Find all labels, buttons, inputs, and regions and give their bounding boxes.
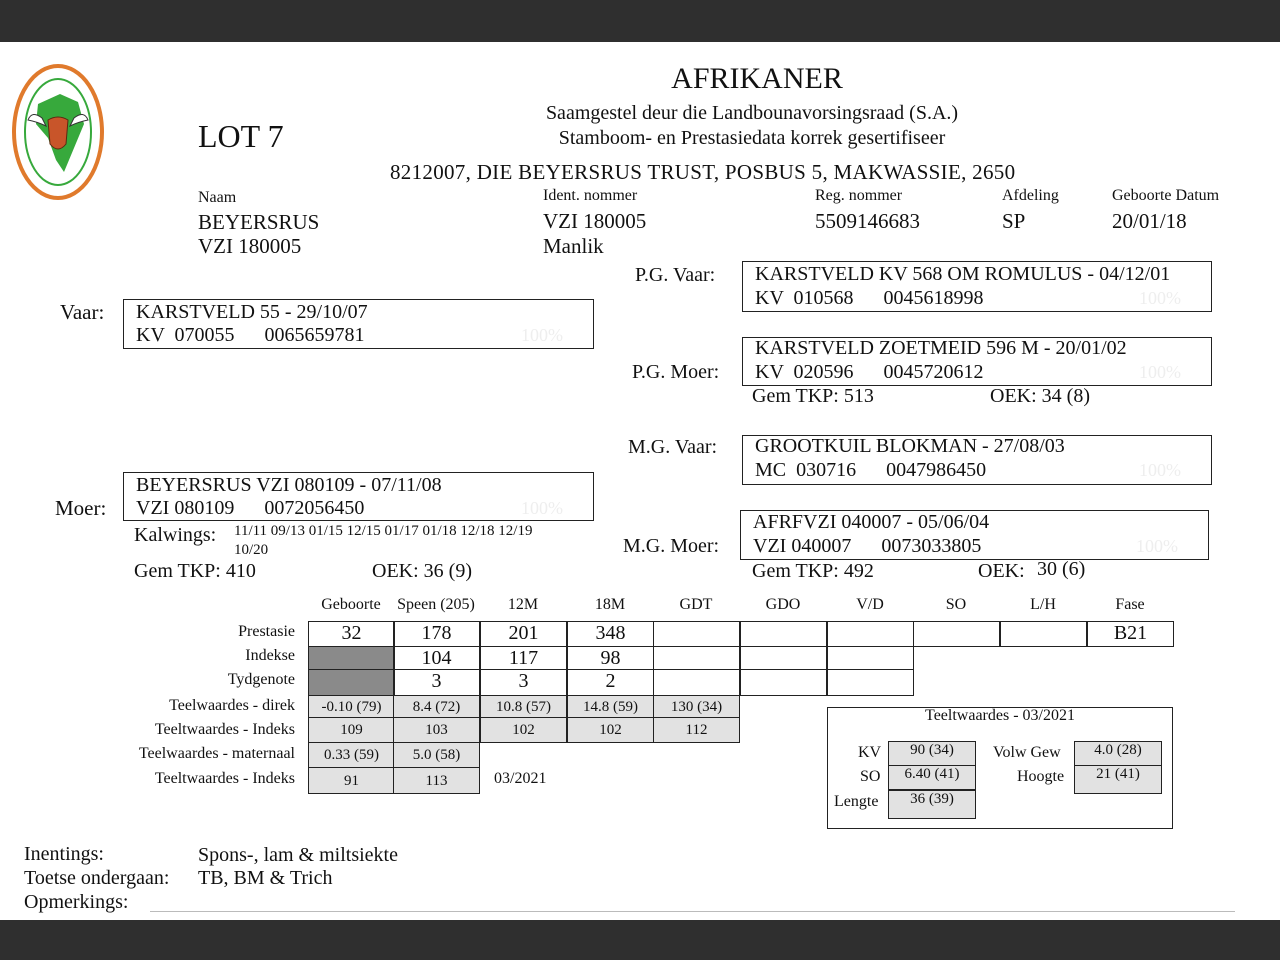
- pgs-line-1: KARSTVELD KV 568 OM ROMULUS - 04/12/01: [755, 263, 1171, 285]
- animal-ident: VZI 180005: [543, 209, 647, 233]
- perf-cell: 91: [308, 767, 395, 794]
- perf-cell: 32: [308, 621, 395, 647]
- perf-row-label: Indekse: [245, 647, 295, 664]
- perf-cell: [1000, 621, 1087, 647]
- mgd-oek-value: 30 (6): [1037, 558, 1086, 580]
- animal-afdeling: SP: [1002, 209, 1026, 233]
- footer-divider: [150, 911, 1235, 912]
- pgs-box: [742, 261, 1212, 312]
- toetse-label: Toetse ondergaan:: [24, 867, 170, 889]
- perf-cell: [308, 669, 395, 696]
- animal-name: BEYERSRUS: [198, 210, 320, 234]
- perf-row-label: Teelwaardes - maternaal: [138, 745, 295, 762]
- perf-cell: 3: [393, 669, 480, 696]
- mgs-box: [742, 435, 1212, 485]
- pgd-oek: OEK: 34 (8): [990, 385, 1090, 407]
- perf-cell: 103: [393, 717, 480, 743]
- dam-label: Moer:: [55, 496, 107, 520]
- perf-cell: [740, 669, 827, 696]
- perf-cell: 113: [393, 767, 480, 794]
- perf-cell: [740, 621, 827, 647]
- sire-label: Vaar:: [60, 300, 105, 324]
- perf-col-header: 12M: [507, 596, 539, 613]
- sire-line-2: KV 070055 0065659781: [136, 324, 365, 346]
- dam-pct: 100%: [521, 498, 563, 518]
- perf-cell: [827, 646, 914, 670]
- mgd-line-2: VZI 040007 0073033805: [753, 535, 982, 557]
- perf-row-label: Tydgenote: [227, 671, 295, 688]
- perf-cell: B21: [1087, 621, 1174, 647]
- pgd-pct: 100%: [1139, 362, 1181, 382]
- mgs-pct: 100%: [1139, 460, 1181, 480]
- perf-cell: 112: [653, 717, 740, 743]
- dam-box: [123, 472, 594, 521]
- kalwings-label: Kalwings:: [134, 524, 217, 546]
- tw-so-label: SO: [860, 768, 881, 785]
- perf-cell: -0.10 (79): [308, 695, 395, 718]
- lot-number: LOT 7: [198, 118, 284, 154]
- tw-so-value: 6.40 (41): [888, 765, 976, 790]
- mgd-oek: OEK:: [978, 560, 1025, 582]
- dam-tkp: Gem TKP: 410: [134, 560, 256, 582]
- pgd-line-1: KARSTVELD ZOETMEID 596 M - 20/01/02: [755, 337, 1127, 359]
- kalwings-dates: 11/11 09/13 01/15 12/15 01/17 01/18 12/18 12/19: [234, 523, 533, 539]
- perf-cell: 117: [480, 646, 567, 670]
- perf-col-header: V/D: [856, 596, 884, 613]
- tw-lengte-label: Lengte: [834, 793, 879, 810]
- animal-sex: Manlik: [543, 234, 604, 258]
- tw-kv-label: KV: [858, 744, 882, 761]
- birth-label: Geboorte Datum: [1112, 187, 1220, 204]
- animal-name-code: VZI 180005: [198, 234, 302, 258]
- perf-cell: 8.4 (72): [393, 695, 480, 718]
- perf-row-label: Teeltwaardes - Indeks: [154, 721, 295, 738]
- tw-hoogte-value: 21 (41): [1074, 765, 1162, 794]
- header-line-1: Saamgestel deur die Landbounavorsingsraad (S.A.): [545, 102, 959, 124]
- perf-cell: [308, 646, 395, 670]
- perf-cell: [827, 621, 914, 647]
- mgd-pct: 100%: [1136, 536, 1178, 556]
- perf-cell: 98: [567, 646, 654, 670]
- tw-box-title: Teeltwaardes - 03/2021: [925, 707, 1075, 724]
- perf-col-header: GDT: [679, 596, 713, 613]
- dam-line-1: BEYERSRUS VZI 080109 - 07/11/08: [136, 474, 442, 496]
- tw-lengte-value: 36 (39): [888, 790, 976, 819]
- ident-label: Ident. nommer: [543, 187, 638, 204]
- dam-oek: OEK: 36 (9): [372, 560, 472, 582]
- tw-volw-value: 4.0 (28): [1074, 741, 1162, 766]
- header-line-2: Stamboom- en Prestasiedata korrek gesertifiseer: [558, 127, 946, 149]
- sire-line-1: KARSTVELD 55 - 29/10/07: [136, 301, 368, 323]
- kalwings-dates-2: 10/20: [234, 542, 269, 558]
- perf-cell: 5.0 (58): [393, 742, 480, 768]
- sire-box: [123, 299, 594, 349]
- perf-cell: 348: [567, 621, 654, 647]
- tw-hoogte-label: Hoogte: [1017, 768, 1065, 785]
- owner-address: 8212007, DIE BEYERSRUS TRUST, POSBUS 5, MAKWASSIE, 2650: [390, 160, 1016, 184]
- animal-birth: 20/01/18: [1112, 209, 1187, 233]
- perf-cell: 102: [567, 717, 654, 743]
- sire-pct: 100%: [521, 325, 563, 345]
- mgd-line-1: AFRFVZI 040007 - 05/06/04: [753, 511, 990, 533]
- inentings-value: Spons-, lam & miltsiekte: [198, 844, 398, 866]
- pgd-box: [742, 337, 1212, 386]
- perf-cell: 3: [480, 669, 567, 696]
- tw-volw-label: Volw Gew: [993, 744, 1061, 761]
- perf-cell: [740, 646, 827, 670]
- perf-cell: [913, 621, 1000, 647]
- mgs-line-1: GROOTKUIL BLOKMAN - 27/08/03: [755, 435, 1065, 457]
- inentings-label: Inentings:: [24, 843, 104, 865]
- perf-cell: [653, 669, 740, 696]
- perf-col-header: GDO: [765, 596, 801, 613]
- perf-row-label: Prestasie: [238, 623, 295, 640]
- animal-reg: 5509146683: [815, 209, 920, 233]
- perf-cell: [653, 621, 740, 647]
- pgs-line-2: KV 010568 0045618998: [755, 287, 984, 309]
- pgd-tkp: Gem TKP: 513: [752, 385, 874, 407]
- perf-cell: 2: [567, 669, 654, 696]
- afdeling-label: Afdeling: [1002, 187, 1059, 204]
- perf-col-header: 18M: [594, 596, 626, 613]
- perf-cell: 201: [480, 621, 567, 647]
- perf-cell: 130 (34): [653, 695, 740, 718]
- top-bar: [0, 0, 1280, 42]
- perf-col-header: Fase: [1115, 596, 1145, 613]
- pgd-line-2: KV 020596 0045720612: [755, 361, 984, 383]
- pgs-label: P.G. Vaar:: [635, 264, 716, 286]
- perf-col-header: SO: [945, 596, 967, 613]
- breed-title: AFRIKANER: [671, 62, 843, 95]
- bottom-bar: [0, 920, 1280, 960]
- perf-row-label: Teelwaardes - direk: [169, 697, 295, 714]
- perf-col-header: Geboorte: [321, 596, 381, 613]
- pgs-pct: 100%: [1139, 288, 1181, 308]
- pgd-label: P.G. Moer:: [632, 361, 720, 383]
- toetse-value: TB, BM & Trich: [198, 867, 333, 889]
- perf-cell: [653, 646, 740, 670]
- perf-col-header: L/H: [1030, 596, 1056, 613]
- perf-cell: 10.8 (57): [480, 695, 567, 718]
- perf-row-label: Teeltwaardes - Indeks: [154, 770, 295, 787]
- perf-cell: 178: [393, 621, 480, 647]
- perf-cell: 14.8 (59): [567, 695, 654, 718]
- perf-cell: 104: [393, 646, 480, 670]
- mgs-line-2: MC 030716 0047986450: [755, 459, 987, 481]
- mgs-label: M.G. Vaar:: [628, 436, 718, 458]
- name-label: Naam: [198, 189, 237, 206]
- mgd-label: M.G. Moer:: [623, 535, 720, 557]
- dam-line-2: VZI 080109 0072056450: [136, 497, 365, 519]
- perf-cell: 102: [480, 717, 567, 743]
- tw-kv-value: 90 (34): [888, 741, 976, 766]
- reg-label: Reg. nommer: [815, 187, 903, 204]
- perf-cell: 109: [308, 717, 395, 743]
- perf-cell: 0.33 (59): [308, 742, 395, 768]
- opmerkings-label: Opmerkings:: [24, 891, 129, 913]
- mgd-box: [740, 510, 1209, 560]
- perf-date: 03/2021: [494, 770, 547, 787]
- perf-cell: [827, 669, 914, 696]
- mgd-tkp: Gem TKP: 492: [752, 560, 874, 582]
- perf-col-header: Speen (205): [397, 596, 475, 613]
